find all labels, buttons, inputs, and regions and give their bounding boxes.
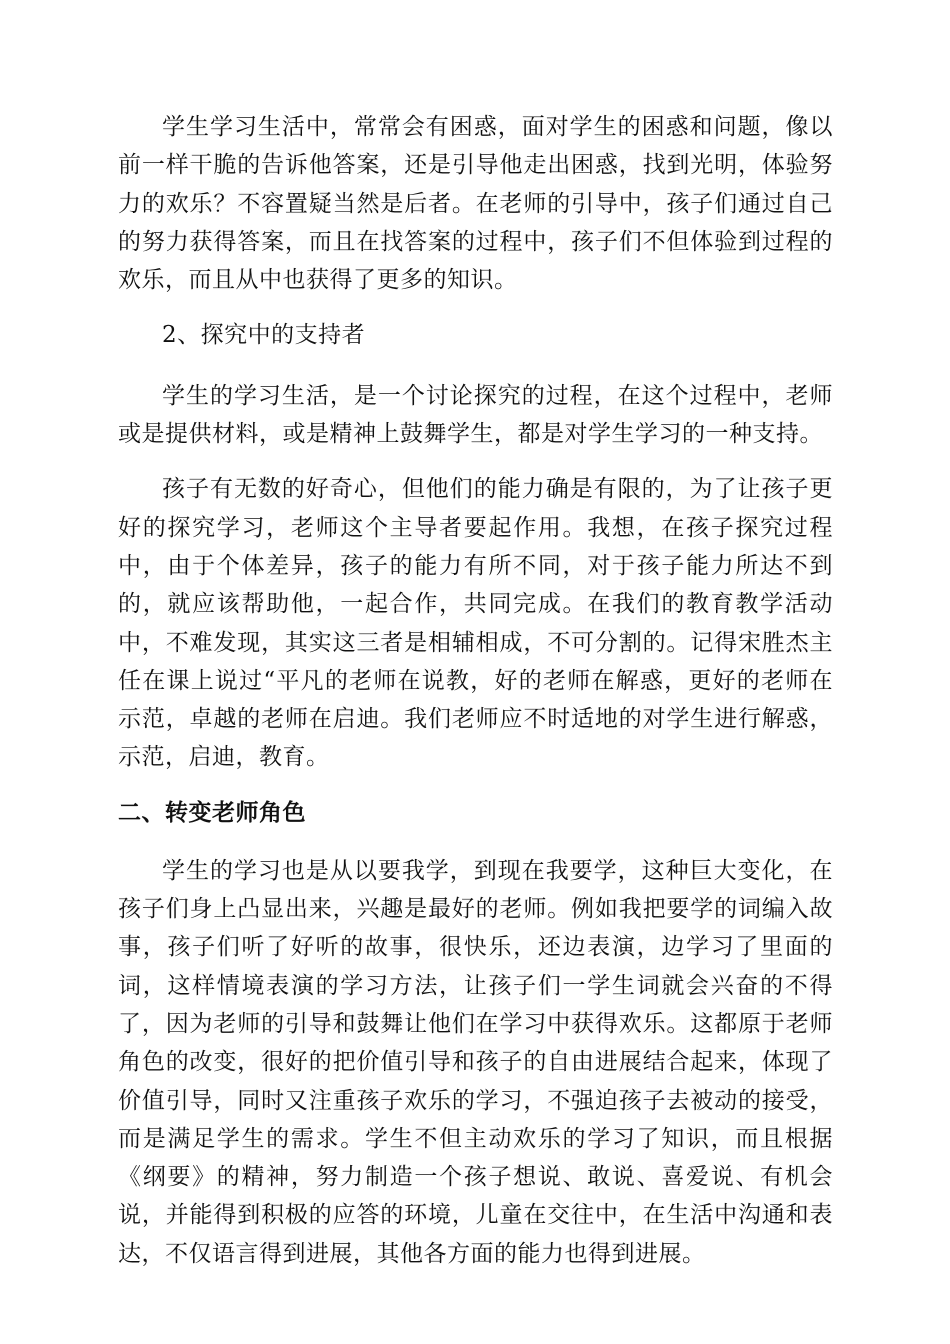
- section-heading-change-teacher-role: 二、转变老师角色: [118, 799, 306, 826]
- subheading-supporter-in-inquiry: 2、探究中的支持者: [162, 322, 366, 349]
- paragraph-confusion-guidance: 学生学习生活中，常常会有困惑，面对学生的困惑和问题，像以前一样干脆的告诉他答案，还是引导他走出困惑，找到光明，体验努力的欢乐？不容置疑当然是后者。在老师的引导中，孩子们通过自己的努力获得答案，而且在找答案的过程中，孩子们不但体验到过程的欢乐，而且从中也获得了更多的知识。: [118, 114, 833, 294]
- document-body: [118, 108, 833, 1290]
- paragraph-curiosity-and-ability: 孩子有无数的好奇心，但他们的能力确是有限的，为了让孩子更好的探究学习，老师这个主导者要起作用。我想，在孩子探究过程中，由于个体差异，孩子的能力有所不同，对于孩子能力所达不到的，就应该帮助他，一起合作，共同完成。在我们的教育教学活动中，不难发现，其实这三者是相辅相成，不可分割的。记得宋胜杰主任在课上说过“平凡的老师在说教，好的老师在解惑，更好的老师在示范，卓越的老师在启迪。我们老师应不时适地的对学生进行解惑，示范，启迪，教育。: [118, 476, 833, 771]
- paragraph-inquiry-process: 学生的学习生活，是一个讨论探究的过程，在这个过程中，老师或是提供材料，或是精神上鼓舞学生，都是对学生学习的一种支持。: [118, 382, 833, 448]
- paragraph-learning-interest: 学生的学习也是从以要我学，到现在我要学，这种巨大变化，在孩子们身上凸显出来，兴趣是最好的老师。例如我把要学的词编入故事，孩子们听了好听的故事，很快乐，还边表演，边学习了里面的词，这样情境表演的学习方法，让孩子们一学生词就会兴奋的不得了，因为老师的引导和鼓舞让他们在学习中获得欢乐。这都原于老师角色的改变，很好的把价值引导和孩子的自由进展结合起来，体现了价值引导，同时又注重孩子欢乐的学习，不强迫孩子去被动的接受，而是满足学生的需求。学生不但主动欢乐的学习了知识，而且根据《纲要》的精神，努力制造一个孩子想说、敢说、喜爱说、有机会说，并能得到积极的应答的环境，儿童在交往中，在生活中沟通和表达，不仅语言得到进展，其他各方面的能力也得到进展。: [118, 857, 833, 1267]
